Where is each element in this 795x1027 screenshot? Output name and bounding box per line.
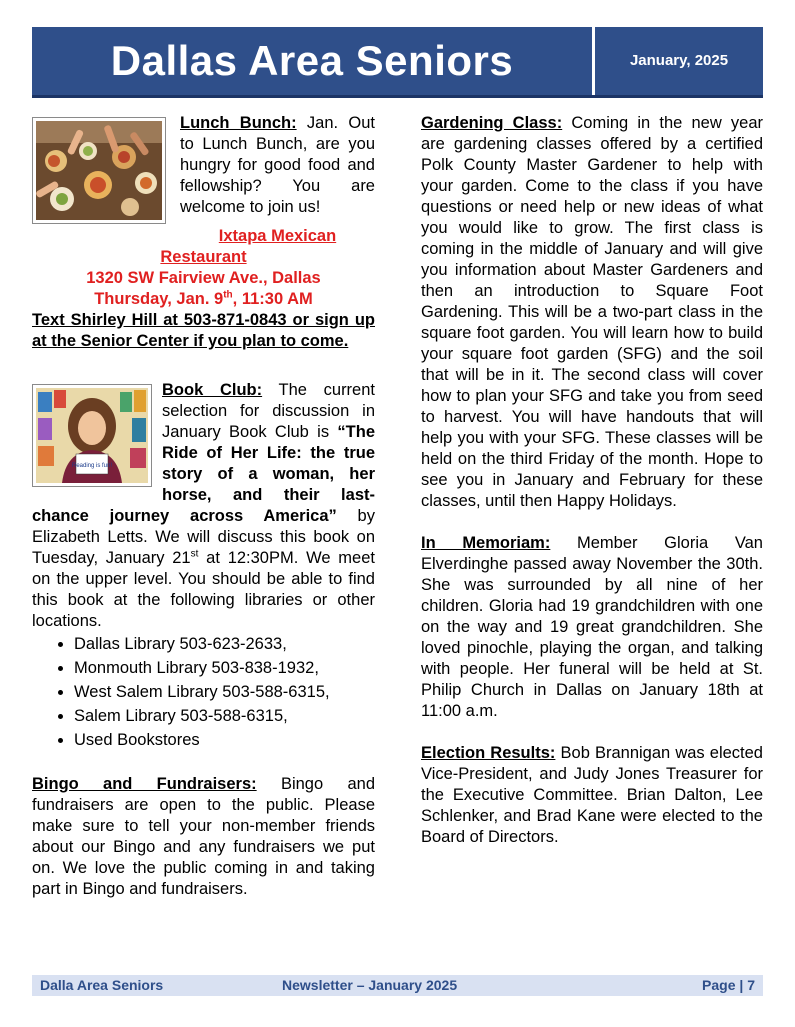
lunch-date-time: Thursday, Jan. 9th, 11:30 AM <box>94 289 313 308</box>
issue-date: January, 2025 <box>629 52 729 69</box>
restaurant-name: Ixtapa Mexican Restaurant <box>160 227 337 266</box>
footer-newsletter-label: Newsletter – January 2025 <box>282 977 458 993</box>
right-column <box>421 113 763 848</box>
left-column <box>32 113 375 900</box>
bingo-heading: Bingo and Fundraisers: <box>32 775 257 793</box>
restaurant-address: 1320 SW Fairview Ave., Dallas <box>86 269 321 287</box>
list-item: • Dallas Library 503-623-2633, <box>74 634 375 655</box>
gardening-text: Coming in the new year are gardening classes offered by a certified Polk County Master Gardener to help with your garden. Come to the class if you have questions or need help or new ideas of what you would like to grow. The first class is coming in the middle of January and will give you information about Master Gardeners and then an introduction to Square Foot Gardening. This will be a two-part class in the square foot garden. You will learn how to build your square foot garden (SFG) and the soil that will be in it. The second class will cover how to plan your SFG and take you from seed to harvest. You will have handouts that will help you with your SFG. These classes will be held on the third Friday of the month. Hope to see you in January and February for these classes, until then Happy Holidays. <box>421 114 764 510</box>
book-club-intro: The current selection for discussion in January Book Club is <box>162 381 375 441</box>
lunch-bunch-text: Jan. Out to Lunch Bunch, are you hungry for good food and fellowship? You are welcome to join us! <box>180 114 375 216</box>
bingo-section <box>32 774 375 900</box>
people-sharing-food-photo-icon <box>32 117 166 224</box>
list-item: • Monmouth Library 503-838-1932, <box>74 658 375 679</box>
lunch-bunch-heading: Lunch Bunch: <box>180 114 297 132</box>
masthead-banner <box>32 27 763 98</box>
list-item: • Used Bookstores <box>74 730 375 751</box>
page-number: Page | 7 <box>702 977 755 993</box>
list-item: • West Salem Library 503-588-6315, <box>74 682 375 703</box>
footer-org-name: Dalla Area Seniors <box>40 977 164 993</box>
page-footer <box>32 975 763 996</box>
library-list <box>32 634 375 751</box>
newsletter-title: Dallas Area Seniors <box>110 37 514 84</box>
book-title: “The Ride of Her Life: the true story of a woman, her horse, and their last-chance journey across America” <box>32 423 375 525</box>
gardening-section <box>421 113 763 512</box>
svg-text:Reading is fun!: Reading is fun! <box>71 463 113 469</box>
memoriam-section <box>421 533 763 722</box>
election-heading: Election Results: <box>421 744 556 762</box>
election-section <box>421 743 763 848</box>
woman-holding-reading-sign-photo-icon <box>32 384 152 487</box>
election-text: Bob Brannigan was elected Vice-President, and Judy Jones Treasurer for the Executive Committee. Brian Dalton, Lee Schlenker, and Brad Kane were elected to the Board of Directors. <box>421 744 763 846</box>
book-club-heading: Book Club: <box>162 381 263 399</box>
bingo-text: Bingo and fundraisers are open to the public. Please make sure to tell your non-member friends about our Bingo and any fundraisers we put on. We love the public coming in and taking part in Bingo and fundraisers. <box>32 775 375 898</box>
memoriam-text: Member Gloria Van Elverdinghe passed away November the 30th. She was surrounded by all nine of her children. Gloria had 19 grandchildren with one on the way and 19 great grandchildren. She loved pinochle, playing the organ, and talking with people. Her funeral will be held at St. Philip Church in Dallas on January 18th at 11:00 a.m. <box>421 534 763 720</box>
lunch-bunch-section <box>32 113 375 352</box>
lunch-contact: Text Shirley Hill at 503-871-0843 or sign up at the Senior Center if you plan to come. <box>32 311 375 350</box>
list-item: • Salem Library 503-588-6315, <box>74 706 375 727</box>
book-club-details: by Elizabeth Letts. We will discuss this book on Tuesday, January 21st at 12:30PM. We meet on the upper level. You should be able to find this book at the following libraries or other locations. <box>32 507 375 630</box>
memoriam-heading: In Memoriam: <box>421 534 551 552</box>
gardening-heading: Gardening Class: <box>421 114 563 132</box>
book-club-section <box>32 380 375 751</box>
